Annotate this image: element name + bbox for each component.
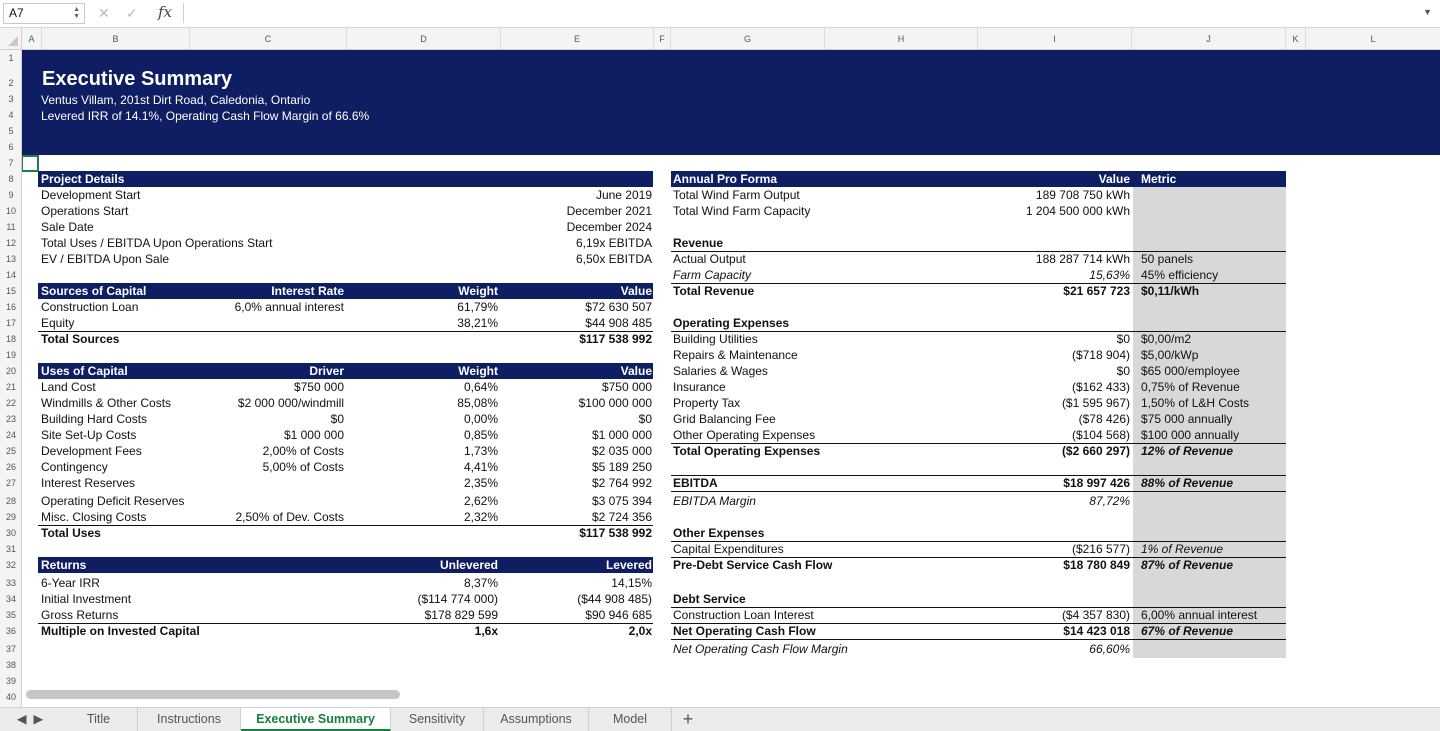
uses-label[interactable]: Site Set-Up Costs [41,428,137,442]
opex-label[interactable]: Grid Balancing Fee [673,412,776,426]
sources-value-header: Value [620,284,652,298]
proforma-label[interactable]: Net Operating Cash Flow [673,624,816,638]
project-label[interactable]: Sale Date [41,220,94,234]
returns-unlevered[interactable]: $178 829 599 [424,608,498,622]
opex-label[interactable]: Building Utilities [673,332,758,346]
opex-metric[interactable]: $0,00/m2 [1141,332,1192,346]
scroll-right-icon[interactable]: ▶ [33,712,44,726]
uses-value[interactable]: $750 000 [601,380,652,394]
expand-formula-bar-icon[interactable]: ▼ [1423,7,1432,17]
row-header[interactable]: 6 [8,142,14,152]
row-header[interactable]: 36 [5,626,16,636]
proforma-metric-header: Metric [1141,172,1177,186]
project-label[interactable]: EV / EBITDA Upon Sale [41,252,170,266]
uses-label[interactable]: Contingency [41,460,108,474]
returns-levered[interactable]: 14,15% [611,576,652,590]
scroll-left-icon[interactable]: ◀ [16,712,27,726]
proforma-metric[interactable]: 12% of Revenue [1141,444,1234,458]
opex-value[interactable]: $0 [1116,364,1130,378]
proforma-value[interactable]: ($2 660 297) [1061,444,1130,458]
row-header[interactable]: 25 [5,446,16,456]
proforma-metric[interactable]: 88% of Revenue [1141,476,1234,490]
project-value[interactable]: December 2021 [566,204,652,218]
uses-weight[interactable]: 0,00% [463,412,498,426]
uses-total-label[interactable]: Total Uses [41,526,101,540]
opex-header: Operating Expenses [673,316,790,330]
other-expenses-header: Other Expenses [673,526,765,540]
row-header[interactable]: 38 [5,660,16,670]
proforma-label[interactable]: Total Wind Farm Capacity [673,204,811,218]
horizontal-scrollbar[interactable] [26,690,400,699]
opex-value[interactable]: ($104 568) [1071,428,1130,442]
row-header[interactable]: 18 [5,334,16,344]
opex-metric[interactable]: $5,00/kWp [1141,348,1199,362]
opex-metric[interactable]: $75 000 annually [1141,412,1233,426]
tab-title[interactable]: Title [60,708,138,731]
sources-rate[interactable]: 6,0% annual interest [234,300,344,314]
proforma-metric[interactable]: 1% of Revenue [1141,542,1224,556]
uses-label[interactable]: Windmills & Other Costs [41,396,172,410]
uses-weight[interactable]: 2,35% [463,476,498,490]
returns-levered[interactable]: ($44 908 485) [577,592,652,606]
uses-header: Uses of Capital [41,364,128,378]
opex-label[interactable]: Other Operating Expenses [673,428,816,442]
row-header[interactable]: 15 [5,286,16,296]
returns-unlevered[interactable]: 8,37% [463,576,498,590]
active-cell-selection[interactable] [22,155,39,172]
opex-metric[interactable]: 0,75% of Revenue [1141,380,1240,394]
uses-label[interactable]: Land Cost [41,380,96,394]
returns-unlevered[interactable]: ($114 774 000) [417,592,498,606]
opex-metric[interactable]: $65 000/employee [1141,364,1240,378]
ebitda-bottom-rule [671,491,1286,492]
row-header[interactable]: 1 [8,53,14,63]
uses-value[interactable]: $2 724 356 [591,510,652,524]
uses-weight[interactable]: 4,41% [463,460,498,474]
opex-label[interactable]: Property Tax [673,396,741,410]
row-header[interactable]: 3 [8,94,14,104]
sources-label[interactable]: Equity [41,316,75,330]
cell-reference: A7 [9,6,24,20]
formula-divider [183,3,184,23]
row-header[interactable]: 16 [5,302,16,312]
proforma-metric[interactable]: 50 panels [1141,252,1194,266]
proforma-value[interactable]: 189 708 750 kWh [1035,188,1130,202]
proforma-value[interactable]: ($216 577) [1071,542,1130,556]
row-header[interactable]: 7 [8,158,14,168]
sources-weight-header: Weight [458,284,498,298]
proforma-label[interactable]: EBITDA Margin [673,494,756,508]
opex-value[interactable]: $0 [1116,332,1130,346]
column-header-f[interactable]: F [654,28,671,50]
uses-label[interactable]: Misc. Closing Costs [41,510,147,524]
select-all-corner[interactable] [0,28,22,50]
opex-metric[interactable]: $100 000 annually [1141,428,1240,442]
row-header[interactable]: 21 [5,382,16,392]
uses-weight[interactable]: 85,08% [457,396,498,410]
proforma-label[interactable]: Total Wind Farm Output [673,188,800,202]
column-header-e[interactable]: E [501,28,654,50]
row-header[interactable]: 27 [5,478,16,488]
proforma-value[interactable]: $21 657 723 [1063,284,1130,298]
proforma-value[interactable]: $14 423 018 [1063,624,1130,638]
sources-total-label[interactable]: Total Sources [41,332,120,346]
proforma-value[interactable]: $18 997 426 [1063,476,1130,490]
uses-value[interactable]: $100 000 000 [578,396,652,410]
returns-levered-header: Levered [605,558,652,572]
row-header[interactable]: 8 [8,174,14,184]
sources-total-value[interactable]: $117 538 992 [579,332,652,346]
proforma-value[interactable]: 66,60% [1089,642,1130,656]
proforma-label[interactable]: Construction Loan Interest [673,608,814,622]
revenue-header: Revenue [673,236,724,250]
column-header-l[interactable]: L [1370,34,1376,44]
returns-total-unlevered[interactable]: 1,6x [474,624,498,638]
row-header[interactable]: 34 [5,594,16,604]
row-header[interactable]: 9 [8,190,14,200]
uses-value[interactable]: $1 000 000 [591,428,652,442]
row-header[interactable]: 22 [5,398,16,408]
proforma-label[interactable]: Capital Expenditures [673,542,784,556]
property-address: Ventus Villam, 201st Dirt Road, Caledonia, Ontario [41,93,311,107]
uses-value[interactable]: $2 035 000 [591,444,652,458]
opex-value[interactable]: ($718 904) [1071,348,1130,362]
confirm-icon[interactable]: ✓ [126,5,138,21]
uses-value[interactable]: $3 075 394 [591,494,652,508]
row-header[interactable]: 10 [5,206,16,216]
project-value[interactable]: June 2019 [595,188,652,202]
column-header-c[interactable]: C [190,28,347,50]
debt-service-header: Debt Service [673,592,746,606]
column-header-i[interactable]: I [978,28,1132,50]
name-box[interactable] [3,3,85,24]
opex-label[interactable]: Insurance [673,380,726,394]
uses-driver[interactable]: 2,50% of Dev. Costs [235,510,344,524]
summary-banner [22,50,1440,155]
row-header[interactable]: 24 [5,430,16,440]
returns-total-label[interactable]: Multiple on Invested Capital [41,624,200,638]
opex-value[interactable]: ($78 426) [1078,412,1130,426]
uses-driver[interactable]: 5,00% of Costs [262,460,344,474]
opex-label[interactable]: Salaries & Wages [673,364,768,378]
row-header[interactable]: 30 [5,528,16,538]
proforma-value-header: Value [1098,172,1130,186]
proforma-value[interactable]: $18 780 849 [1063,558,1130,572]
uses-value[interactable]: $5 189 250 [591,460,652,474]
returns-unlevered-header: Unlevered [439,558,498,572]
proforma-header: Annual Pro Forma [673,172,778,186]
uses-label[interactable]: Interest Reserves [41,476,136,490]
row-header[interactable]: 5 [8,126,14,136]
sheet-tab-bar [0,707,1440,731]
proforma-metric[interactable]: 45% efficiency [1141,268,1219,282]
uses-total-value[interactable]: $117 538 992 [579,526,652,540]
row-header[interactable]: 40 [5,692,16,702]
tab-assumptions[interactable]: Assumptions [484,708,589,731]
uses-label[interactable]: Building Hard Costs [41,412,148,426]
project-label[interactable]: Total Uses / EBITDA Upon Operations Start [41,236,273,250]
project-value[interactable]: 6,19x EBITDA [575,236,652,250]
column-headers [0,28,1440,50]
uses-value[interactable]: $0 [638,412,652,426]
returns-total-levered[interactable]: 2,0x [628,624,652,638]
proforma-label[interactable]: Net Operating Cash Flow Margin [673,642,848,656]
sources-label[interactable]: Construction Loan [41,300,139,314]
row-header[interactable]: 39 [5,676,16,686]
returns-label[interactable]: Gross Returns [41,608,119,622]
row-header[interactable]: 11 [6,222,16,232]
row-header[interactable]: 37 [5,644,16,654]
column-header-a[interactable]: A [22,28,42,50]
uses-weight-header: Weight [458,364,498,378]
proforma-value[interactable]: 87,72% [1089,494,1130,508]
proforma-value[interactable]: ($4 357 830) [1061,608,1130,622]
formula-bar [0,0,1440,28]
sheet-grid[interactable] [22,50,1440,707]
column-header-k[interactable]: K [1286,28,1306,50]
project-details-header: Project Details [41,172,125,186]
uses-weight[interactable]: 1,73% [463,444,498,458]
row-header[interactable]: 35 [5,610,16,620]
row-header[interactable]: 33 [5,578,16,588]
tab-sensitivity[interactable]: Sensitivity [391,708,484,731]
row-header[interactable]: 17 [5,318,16,328]
row-header[interactable]: 2 [8,78,14,88]
uses-label[interactable]: Development Fees [41,444,142,458]
uses-driver[interactable]: $0 [330,412,344,426]
sources-weight[interactable]: 38,21% [457,316,498,330]
sources-weight[interactable]: 61,79% [457,300,498,314]
proforma-label[interactable]: EBITDA [673,476,718,490]
uses-driver[interactable]: $1 000 000 [283,428,344,442]
proforma-label[interactable]: Actual Output [673,252,746,266]
project-details-header-bar [38,171,653,187]
proforma-metric[interactable]: 67% of Revenue [1141,624,1234,638]
proforma-metric[interactable]: 87% of Revenue [1141,558,1234,572]
column-header-h[interactable]: H [825,28,978,50]
returns-levered[interactable]: $90 946 685 [585,608,652,622]
project-value[interactable]: December 2024 [566,220,652,234]
opex-metric[interactable]: 1,50% of L&H Costs [1141,396,1250,410]
uses-weight[interactable]: 2,32% [463,510,498,524]
sources-value[interactable]: $44 908 485 [585,316,652,330]
proforma-value[interactable]: 15,63% [1089,268,1130,282]
cancel-icon[interactable]: ✕ [98,5,110,21]
returns-label[interactable]: Initial Investment [41,592,132,606]
name-box-stepper-icon[interactable]: ▲ ▼ [73,6,80,20]
uses-weight[interactable]: 0,64% [463,380,498,394]
tab-executive-summary[interactable]: Executive Summary [241,708,391,731]
function-icon[interactable]: fx [158,3,173,21]
row-header[interactable]: 23 [5,414,16,424]
nocf-bottom-rule [671,639,1286,640]
row-header[interactable]: 13 [5,254,16,264]
sources-value[interactable]: $72 630 507 [585,300,652,314]
uses-weight[interactable]: 2,62% [463,494,498,508]
uses-weight[interactable]: 0,85% [463,428,498,442]
add-sheet-button[interactable]: + [682,709,694,729]
row-header[interactable]: 28 [5,496,16,506]
project-label[interactable]: Development Start [41,188,141,202]
sources-header: Sources of Capital [41,284,147,298]
row-header[interactable]: 32 [5,560,16,570]
row-header[interactable]: 31 [5,544,16,554]
uses-label[interactable]: Operating Deficit Reserves [41,494,185,508]
uses-value-header: Value [620,364,652,378]
proforma-label[interactable]: Pre-Debt Service Cash Flow [673,558,833,572]
row-header[interactable]: 14 [5,270,16,280]
project-label[interactable]: Operations Start [41,204,129,218]
tab-instructions[interactable]: Instructions [138,708,241,731]
opex-label[interactable]: Repairs & Maintenance [673,348,798,362]
column-header-b[interactable]: B [42,28,190,50]
uses-value[interactable]: $2 764 992 [591,476,652,490]
page-title: Executive Summary [42,68,233,90]
returns-header: Returns [41,558,87,572]
row-headers [0,50,22,707]
column-header-g[interactable]: G [671,28,825,50]
proforma-metric[interactable]: 6,00% annual interest [1141,608,1258,622]
uses-driver[interactable]: $750 000 [293,380,344,394]
proforma-value[interactable]: 188 287 714 kWh [1035,252,1130,266]
proforma-label[interactable]: Total Operating Expenses [673,444,821,458]
row-header[interactable]: 4 [8,110,14,120]
proforma-label[interactable]: Farm Capacity [673,268,752,282]
row-header[interactable]: 12 [5,238,16,248]
row-header[interactable]: 19 [5,350,16,360]
row-header[interactable]: 20 [5,366,16,376]
returns-label[interactable]: 6-Year IRR [41,576,100,590]
summary-subtitle: Levered IRR of 14.1%, Operating Cash Flow Margin of 66.6% [41,109,370,123]
tab-scroll-arrows[interactable] [0,708,60,731]
row-header[interactable]: 29 [5,512,16,522]
uses-driver[interactable]: 2,00% of Costs [262,444,344,458]
column-header-d[interactable]: D [347,28,501,50]
proforma-label[interactable]: Total Revenue [673,284,755,298]
sources-rate-header: Interest Rate [271,284,344,298]
proforma-value[interactable]: 1 204 500 000 kWh [1025,204,1130,218]
uses-driver-header: Driver [309,364,344,378]
proforma-metric[interactable]: $0,11/kWh [1141,284,1200,298]
opex-value[interactable]: ($1 595 967) [1061,396,1130,410]
project-value[interactable]: 6,50x EBITDA [575,252,652,266]
row-header[interactable]: 26 [5,462,16,472]
column-header-j[interactable]: J [1132,28,1286,50]
tab-model[interactable]: Model [589,708,672,731]
uses-driver[interactable]: $2 000 000/windmill [237,396,344,410]
opex-value[interactable]: ($162 433) [1071,380,1130,394]
